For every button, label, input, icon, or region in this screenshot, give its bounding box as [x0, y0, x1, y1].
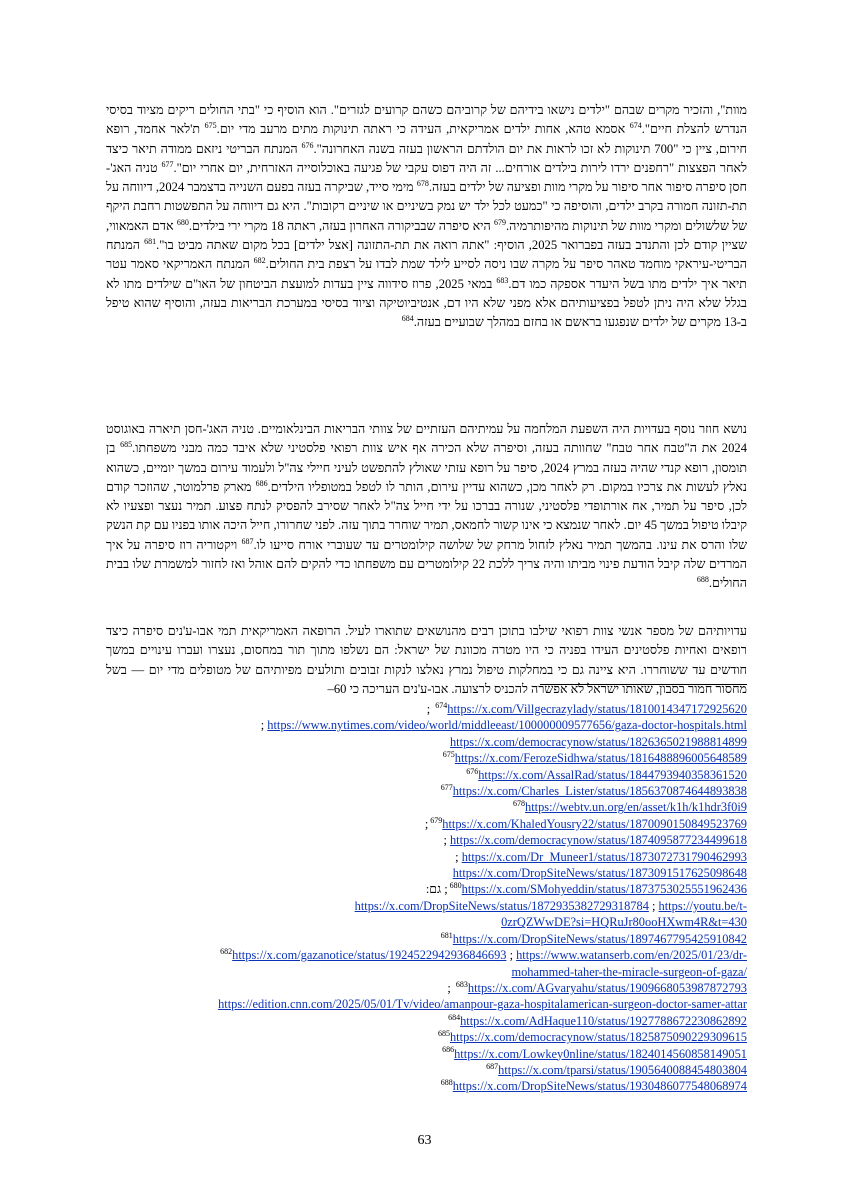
- footnote-link[interactable]: https://x.com/Villgecrazylady/status/1810014347172925620: [447, 702, 747, 716]
- footnote-ref[interactable]: 687: [241, 536, 254, 546]
- footnote-line: [106, 865, 747, 881]
- footnote-number: 682: [220, 947, 233, 956]
- footnote-line: [106, 1013, 747, 1029]
- footnote-link[interactable]: https://youtu.be/t-: [658, 898, 747, 913]
- paragraph-text: בן תומסון, רופא קנדי שהיה בעזה במרץ 2024, סיפר על רופא עזתי שאולץ להתפשט לעיני חיילי צה"ל ולעמוד עירום במשך יומיים, כשהוא נאלץ לעשות את צרכיו במקום. רק לאחר מכן, כשהוא עדיין עירום, הותר לו לטפל במטופליו הילדים.: [106, 441, 748, 494]
- footnote-number: 686: [442, 1045, 455, 1055]
- paragraph-text: המנתח הבריטי ניזאם ממודה תיאר כיצד לאחר הפצצות "רחפנים ירדו לירות בילדים אורחים... זה היה דפוס עקבי של פגיעה באוכלוסייה האזרחית, יום אחרי יום".: [106, 141, 748, 175]
- footnote-ref[interactable]: 682: [253, 256, 266, 266]
- footnote-separator-text: ;: [447, 980, 454, 995]
- footnote-link[interactable]: https://x.com/AssalRad/status/1844793940358361520: [478, 767, 747, 782]
- footnote-link[interactable]: https://x.com/AGvaryahu/status/1909668053987872793: [467, 980, 747, 995]
- footnote-line: [106, 1062, 747, 1078]
- footnote-number: 678: [513, 799, 526, 809]
- footnote-line: [106, 931, 747, 947]
- footnote-link[interactable]: https://x.com/Charles_Lister/status/1856370874644893838: [452, 784, 747, 799]
- footnote-line: [106, 1029, 747, 1045]
- footnote-line: [106, 767, 747, 783]
- footnote-line: [106, 1046, 747, 1062]
- footnote-line: [106, 964, 747, 980]
- paragraph-text: המנתח האמריקאי סאמר עטר תיאר איך ילדים מתו בשל היעדר אספקה כמו דם.: [106, 257, 747, 291]
- footnote-link[interactable]: https://x.com/DropSiteNews/status/1872935382729318784: [354, 898, 649, 913]
- footnote-separator-text: ;: [506, 948, 517, 963]
- footnote-ref[interactable]: 680: [176, 217, 189, 227]
- footnote-separator-text: ;: [443, 833, 450, 848]
- footnote-line: [106, 947, 747, 963]
- footnote-number: 688: [440, 1078, 453, 1088]
- footnote-link[interactable]: https://x.com/AdHaque110/status/1927788672230862892: [460, 1013, 747, 1028]
- footnote-link[interactable]: https://webtv.un.org/en/asset/k1h/k1hdr3f0i9: [525, 800, 747, 815]
- footnote-ref[interactable]: 681: [144, 236, 157, 246]
- footnote-line: [106, 996, 747, 1012]
- footnote-link[interactable]: https://x.com/SMohyeddin/status/1873753025551962436: [461, 882, 747, 897]
- paragraph-text: המנתח הבריטי-עיראקי מוחמד טאהר סיפר על מקרה שבו ניסה לסייע לילד שמת לבדו על רצפת בית החולים.: [106, 238, 747, 272]
- footnote-link[interactable]: 0zrQZWwDE?si=HQRuJr80ooHXwm4R&t=430: [501, 915, 747, 930]
- footnote-line: [106, 1078, 747, 1094]
- footnote-ref[interactable]: 676: [301, 140, 314, 150]
- body-text: [106, 101, 747, 712]
- footnote-link[interactable]: https://www.nytimes.com/video/world/middleeast/100000009577656/gaza-doctor-hospitals.html: [267, 718, 747, 733]
- footnote-line: [106, 914, 747, 930]
- paragraph-text: ת'לאר אחמד, רופא חירום, ציין כי "700 תינוקות לא זכו לראות את יום הולדתם הראשון בעזה בשנה האחרונה".: [106, 122, 747, 156]
- footnote-line: [106, 717, 747, 733]
- footnote-number: 683: [455, 979, 468, 989]
- footnote-ref[interactable]: 679: [494, 217, 507, 227]
- footnote-ref[interactable]: 674: [629, 121, 642, 131]
- footnote-number: 685: [437, 1029, 450, 1038]
- footnote-line: [106, 980, 747, 996]
- footnote-number: 675: [442, 750, 455, 760]
- paragraph-text: היא סיפרה שבביקורה האחרון בעזה, ראתה 18 מקרי ירי בילדים.: [188, 218, 495, 233]
- footnote-line: [106, 750, 747, 766]
- footnote-separator-text: ;: [648, 898, 659, 913]
- footnote-line: [106, 783, 747, 799]
- paragraph-text: במאי 2025, פרוז סידווה ציין בעדות למועצת הביטחון של האו"ם שילדים מתו לא בגלל שלא היה ניתן לטפל בפציעותיהם אלא מפני שלא היו דם, אנטיביוטיקה וציוד בסיסי במערכת הבריאות בעזה, והוסיף שהוא טיפל ב-13 מקרים של ילדים שנפגעו בראשם או בחזם במהלך שבועיים בעזה.: [106, 276, 747, 330]
- footnote-line: [106, 799, 747, 815]
- footnote-separator: [540, 684, 747, 685]
- footnote-separator-text: ;: [426, 702, 434, 716]
- footnote-link[interactable]: https://x.com/democracynow/status/1826365021988814899: [449, 734, 747, 749]
- footnote-ref[interactable]: 685: [120, 440, 133, 450]
- paragraph-text: אדם האמאווי, שציין קודם לכן והתנדב בעזה בפברואר 2025, הוסיף: "אתה רואה את תת-התזונה [אצל ילדים] בכל מקום שאתה מביט בו".: [106, 218, 747, 253]
- footnote-link[interactable]: https://www.watanserb.com/en/2025/01/23/dr-: [516, 948, 747, 963]
- paragraph: [106, 622, 747, 700]
- footnote-line: [106, 898, 747, 914]
- footnote-number: 676: [466, 766, 479, 776]
- footnote-ref[interactable]: 684: [401, 314, 414, 324]
- footnote-separator-text: ;: [424, 816, 429, 831]
- paragraph: [106, 420, 747, 610]
- footnote-link[interactable]: https://x.com/Dr_Muneer1/status/1873072731790462993: [461, 849, 747, 864]
- footnote-ref[interactable]: 678: [416, 179, 429, 188]
- footnote-ref[interactable]: 675: [204, 121, 217, 131]
- footnote-link[interactable]: https://x.com/democracynow/status/1825875090229309615: [449, 1030, 747, 1045]
- footnote-ref[interactable]: 686: [255, 478, 268, 488]
- page-number: 63: [417, 1133, 432, 1148]
- footnote-link[interactable]: mohammed-taher-the-miracle-surgeon-of-gaza/: [511, 964, 747, 979]
- footnote-separator-text: ;: [455, 849, 462, 864]
- footnote-link[interactable]: https://x.com/tparsi/status/1905640088454803804: [498, 1062, 747, 1077]
- footnote-line: [106, 816, 747, 832]
- paragraph-text: מימי סייד, שביקרה בעזה בפעם השנייה בדצמבר 2024, דיווחה על תת-תזונה חמורה בקרב ילדים, והוסיפה כי "כמעט לכל ילד יש נמק בשיניים או שיניים רקובות". היא גם דיווחה על התפשטות רחבת היקף של שלשולים ומקרי מוות של תינוקות מהיפותרמיה.: [106, 180, 748, 233]
- footnote-separator-text: ; גם:: [425, 882, 448, 897]
- footnote-number: 684: [448, 1012, 461, 1022]
- footnote-ref[interactable]: 677: [161, 159, 174, 169]
- paragraph-text: אסמא טהא, אחות ילדים אמריקאית, העידה כי ראתה תינוקות מתים מרעב מדי יום.: [216, 122, 630, 137]
- footnote-link[interactable]: https://edition.cnn.com/2025/05/01/Tv/video/amanpour-gaza-hospitalamerican-surgeon-doctor-samer-attar: [218, 997, 747, 1012]
- footnote-line: [106, 849, 747, 865]
- paragraph-text: נושא חוזר נוסף בעדויות היה השפעת המלחמה על עמיתיהם העזתיים של צוותי הבריאות הבינלאומיים. טניה האג'-חסן תיארה באוגוסט 2024 את ה"טבח אחר טבח" שחוותה בעזה, וסיפרה שלא הכירה אף איש צוות רפואי פלסטיני שלא איבד כמה מבני משפחתו.: [106, 422, 747, 456]
- paragraph-text: מארק פרלמוטר, שהוזכר קודם לכן, סיפר על תמיר, אח אורתופדי פלסטיני, שנורה בברכו על ידי חייל צה"ל לאחר שסירב להפסיק לנתח פצוע. תמיר נעצר ופצעיו לא קיבלו טיפול במשך 45 יום. לאחר שנמצא כי אינו קשור לחמאס, תמיר שוחרר בתוך עזה. לפני שחרורו, חייל היכה אותו בפניו עם קת הנשק שלו והרס את עינו. בהמשך תמיר נאלץ לזחול מרחק של שלושה קילומטרים עד שעוברי אורח סייעו לו.: [106, 479, 748, 552]
- footnote-line: [106, 734, 747, 750]
- footnote-link[interactable]: https://x.com/FerozeSidhwa/status/1816488896005648589: [454, 751, 747, 766]
- footnote-number: 681: [440, 930, 453, 940]
- footnote-ref[interactable]: 683: [496, 275, 509, 285]
- footnote-number: 679: [430, 815, 443, 825]
- footnote-link[interactable]: https://x.com/KhaledYousry22/status/1870090150849523769: [442, 816, 747, 831]
- footnote-separator-text: ;: [260, 718, 268, 733]
- footnote-number: 687: [486, 1061, 499, 1071]
- paragraph-text: טניה האג'-חסן סיפרה סיפור אחר סיפור על מקרי מוות ופציעה של ילדים בעזה.: [106, 160, 748, 195]
- footnote-number: 677: [440, 783, 453, 792]
- paragraph: [106, 101, 747, 408]
- paragraph-text: מוות", והזכיר מקרים שבהם "ילדים נישאו בידיהם של קרוביהם כשהם קרועים לגזרים". הוא הוסיף כי "בתי החולים ריקים מציוד בסיסי הנדרש להצלת חיים".: [106, 103, 748, 137]
- paragraph-text: ויקטוריה רוז סיפרה על איך המרדים שלה קיבל הודעת פינוי מביתו והיה צריך ללכת 22 קילומטרים עם משפחתו כדי להקים להם אוהל ואז לחזור למשמרת שלו בבית החולים.: [106, 537, 747, 591]
- footnote-link[interactable]: https://x.com/gazanotice/status/1924522942936846693: [232, 948, 507, 963]
- paragraph-text: עדויותיהם של מספר אנשי צוות רפואי שילבו בתוכן רבים מהנושאים שתוארו לעיל. הרופאה האמריקאית תמי אבו-ע'נים סיפרה כיצד רופאים ואחיות פלסטינים העידו בפניה כי היו מטרה מכוונת של ישראל: הם נשלפו מתוך תור במחסום, נעצרו ועברו עינויים במשך חודשים עד ששוחררו. היא ציינה גם כי במחלקות טיפול נמרץ נאלצו לנקות זבובים ותולעים מפיותיהם של מטופלים מדי יום — בשל מחסור חמור בסבון, שאותו ישראל לא אפשרה להכניס לרצועה. אבו-ע'נים העריכה כי 60–: [106, 624, 747, 696]
- footnote-link[interactable]: https://x.com/democracynow/status/1874095877234499618: [449, 833, 747, 848]
- footnote-link[interactable]: https://x.com/DropSiteNews/status/1930486077548068974: [452, 1079, 747, 1094]
- footnote-link[interactable]: https://x.com/Lowkey0nline/status/1824014560858149051: [454, 1046, 747, 1061]
- footnote-number: 680: [449, 881, 462, 891]
- footnote-link[interactable]: https://x.com/DropSiteNews/status/1897467795425910842: [452, 931, 747, 946]
- footnote-link[interactable]: https://x.com/DropSiteNews/status/1873091517625098648: [452, 866, 747, 881]
- footnote-line: [106, 881, 747, 897]
- footnotes: [106, 701, 747, 1095]
- footnote-ref[interactable]: 688: [696, 575, 709, 585]
- footnote-line: [106, 701, 747, 717]
- footnote-number: 674: [435, 701, 448, 710]
- footnote-line: [106, 832, 747, 848]
